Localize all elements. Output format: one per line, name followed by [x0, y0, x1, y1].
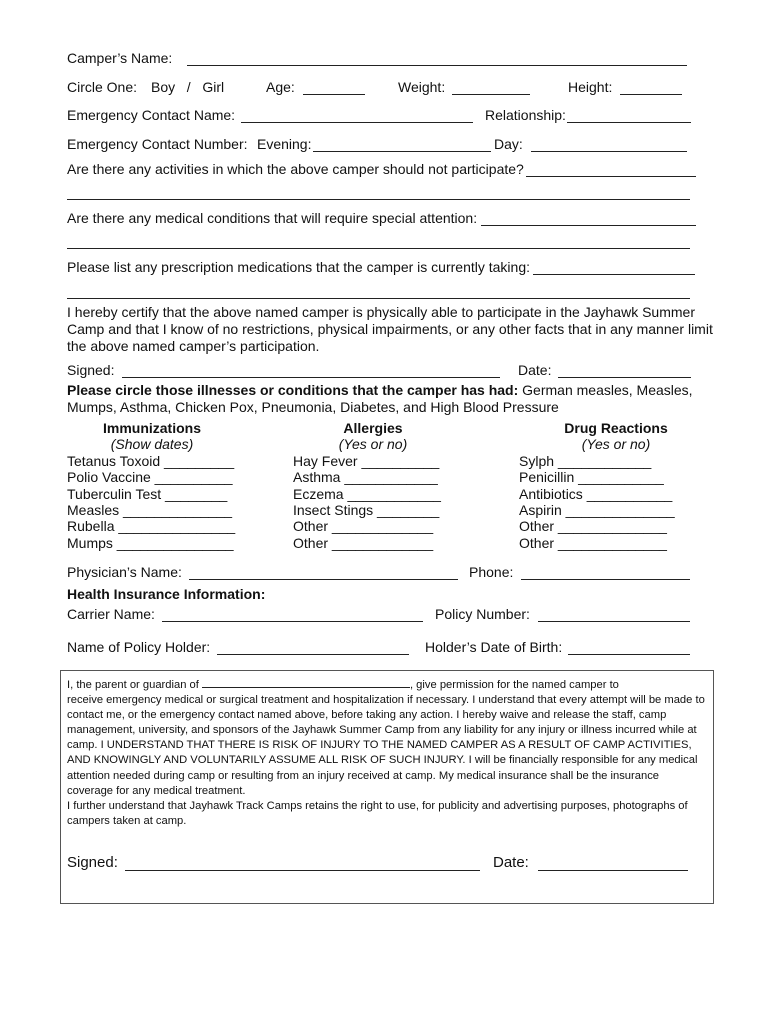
- medical-conditions-field[interactable]: [481, 225, 696, 226]
- holder-dob-label: Holder’s Date of Birth:: [425, 639, 563, 655]
- immunization-item[interactable]: Polio Vaccine __________: [67, 469, 233, 486]
- weight-field[interactable]: [452, 94, 530, 95]
- drug-reaction-item[interactable]: Antibiotics ___________: [519, 485, 673, 502]
- day-label: Day:: [494, 136, 523, 152]
- immunization-item[interactable]: Measles ______________: [67, 501, 233, 518]
- consent-signed-label: Signed:: [67, 854, 118, 871]
- allergy-item[interactable]: Asthma ____________: [293, 469, 438, 486]
- consent-first-line: [67, 676, 707, 693]
- physician-phone-field[interactable]: [521, 579, 690, 580]
- consent-date-label: Date:: [493, 854, 529, 871]
- drug-reaction-item[interactable]: Penicillin ___________: [519, 469, 664, 486]
- evening-label: Evening:: [257, 136, 312, 152]
- evening-phone-field[interactable]: [313, 151, 491, 152]
- physician-name-field[interactable]: [189, 579, 458, 580]
- drug-reactions-subtitle: (Yes or no): [581, 436, 651, 453]
- carrier-name-field[interactable]: [162, 621, 423, 622]
- drug-reactions-title: Drug Reactions: [564, 420, 668, 436]
- allergy-item[interactable]: Hay Fever __________: [293, 452, 440, 469]
- certification-signature-field[interactable]: [122, 377, 500, 378]
- gender-options[interactable]: Boy / Girl: [151, 79, 225, 95]
- consent-line1-post: , give permission for the named camper to: [409, 679, 619, 691]
- allergy-item[interactable]: Other _____________: [293, 518, 434, 535]
- policy-holder-label: Name of Policy Holder:: [67, 639, 211, 655]
- age-label: Age:: [266, 79, 295, 95]
- weight-label: Weight:: [398, 79, 446, 95]
- medications-question: Please list any prescription medications that the camper is currently taking:: [67, 259, 530, 275]
- allergies-column: [293, 420, 453, 551]
- carrier-name-label: Carrier Name:: [67, 606, 155, 622]
- activities-question: Are there any activities in which the above camper should not participate?: [67, 161, 524, 177]
- allergy-item[interactable]: Insect Stings ________: [293, 501, 440, 518]
- emergency-contact-number-label: Emergency Contact Number:: [67, 136, 248, 152]
- certification-date-field[interactable]: [558, 377, 691, 378]
- consent-body: receive emergency medical or surgical treatment and hospitalization if necessary. I understand that every attempt will be made to contact me, or the emergency contact named above, before taking any action. I hereby waive and release the staff, camp management, university, and sponsors of the Jayhawk Summer Camp from any liability for any injury or illness incurred while at camp. I UNDERSTAND THAT THERE IS RISK OF INJURY TO THE NAMED CAMPER AS A RESULT OF CAMP ACTIVITIES, AND KNOWINGLY AND VOLUNTARILY ASSUME ALL RISK OF SUCH INJURY. I will be financially responsible for any medical attention needed during camp or resulting from an injury received at camp. My medical insurance shall be the insurance coverage for any medical treatment.: [67, 694, 705, 797]
- allergy-item[interactable]: Other _____________: [293, 534, 434, 551]
- illnesses-intro-heading: Please circle those illnesses or conditions that the camper has had:: [67, 382, 519, 398]
- certification-text: I hereby certify that the above named camper is physically able to participate in the Jayhawk Summer Camp and that I know of no restrictions, physical impairments, or any other facts that in any manner limit the above named camper’s participation.: [67, 304, 713, 354]
- height-field[interactable]: [620, 94, 682, 95]
- certification-date-label: Date:: [518, 362, 552, 378]
- emergency-contact-name-field[interactable]: [241, 122, 473, 123]
- allergy-item[interactable]: Eczema ____________: [293, 485, 441, 502]
- immunization-item[interactable]: Rubella _______________: [67, 518, 236, 535]
- immunization-item[interactable]: Mumps _______________: [67, 534, 234, 551]
- activities-answer-field[interactable]: [526, 176, 696, 177]
- policy-number-label: Policy Number:: [435, 606, 530, 622]
- immunization-item[interactable]: Tetanus Toxoid _________: [67, 452, 235, 469]
- consent-date-field[interactable]: [538, 870, 688, 871]
- consent-line1-pre: I, the parent or guardian of: [67, 679, 199, 691]
- physician-phone-label: Phone:: [469, 564, 514, 580]
- relationship-field[interactable]: [567, 122, 691, 123]
- guardian-of-field[interactable]: [202, 676, 410, 688]
- height-label: Height:: [568, 79, 613, 95]
- circle-one-label: Circle One:: [67, 79, 138, 95]
- immunizations-title: Immunizations: [102, 420, 201, 436]
- age-field[interactable]: [303, 94, 365, 95]
- drug-reaction-item[interactable]: Other ______________: [519, 534, 667, 551]
- activities-answer-field-2[interactable]: [67, 199, 690, 200]
- camper-name-label: Camper’s Name:: [67, 50, 173, 66]
- drug-reaction-item[interactable]: Other ______________: [519, 518, 667, 535]
- policy-number-field[interactable]: [538, 621, 690, 622]
- holder-dob-field[interactable]: [568, 654, 690, 655]
- consent-text: [67, 676, 707, 829]
- certification-signed-label: Signed:: [67, 362, 115, 378]
- medical-conditions-field-2[interactable]: [67, 248, 690, 249]
- drug-reaction-item[interactable]: Aspirin ______________: [519, 501, 675, 518]
- drug-reaction-item[interactable]: Sylph ____________: [519, 452, 652, 469]
- immunization-item[interactable]: Tuberculin Test ________: [67, 485, 228, 502]
- medications-field-2[interactable]: [67, 298, 690, 299]
- illnesses-intro: [67, 382, 707, 416]
- consent-signature-field[interactable]: [125, 870, 480, 871]
- immunizations-subtitle: (Show dates): [110, 436, 194, 453]
- drug-reactions-column: [519, 420, 689, 551]
- relationship-label: Relationship:: [485, 107, 566, 123]
- allergies-subtitle: (Yes or no): [338, 436, 408, 453]
- physician-name-label: Physician’s Name:: [67, 564, 182, 580]
- allergies-title: Allergies: [343, 420, 403, 436]
- insurance-heading: Health Insurance Information:: [67, 586, 266, 602]
- immunizations-column: [67, 420, 257, 551]
- camper-name-field[interactable]: [187, 65, 687, 66]
- medications-field[interactable]: [533, 274, 695, 275]
- day-phone-field[interactable]: [531, 151, 687, 152]
- emergency-contact-name-label: Emergency Contact Name:: [67, 107, 236, 123]
- policy-holder-field[interactable]: [217, 654, 409, 655]
- illnesses-list[interactable]: German measles, Measles, Mumps, Asthma, Chicken Pox, Pneumonia, Diabetes, and High Blood Pressure: [67, 382, 693, 415]
- medical-conditions-question: Are there any medical conditions that will require special attention:: [67, 210, 478, 226]
- consent-further: I further understand that Jayhawk Track Camps retains the right to use, for publicity and advertising purposes, photographs of campers taken at camp.: [67, 799, 688, 827]
